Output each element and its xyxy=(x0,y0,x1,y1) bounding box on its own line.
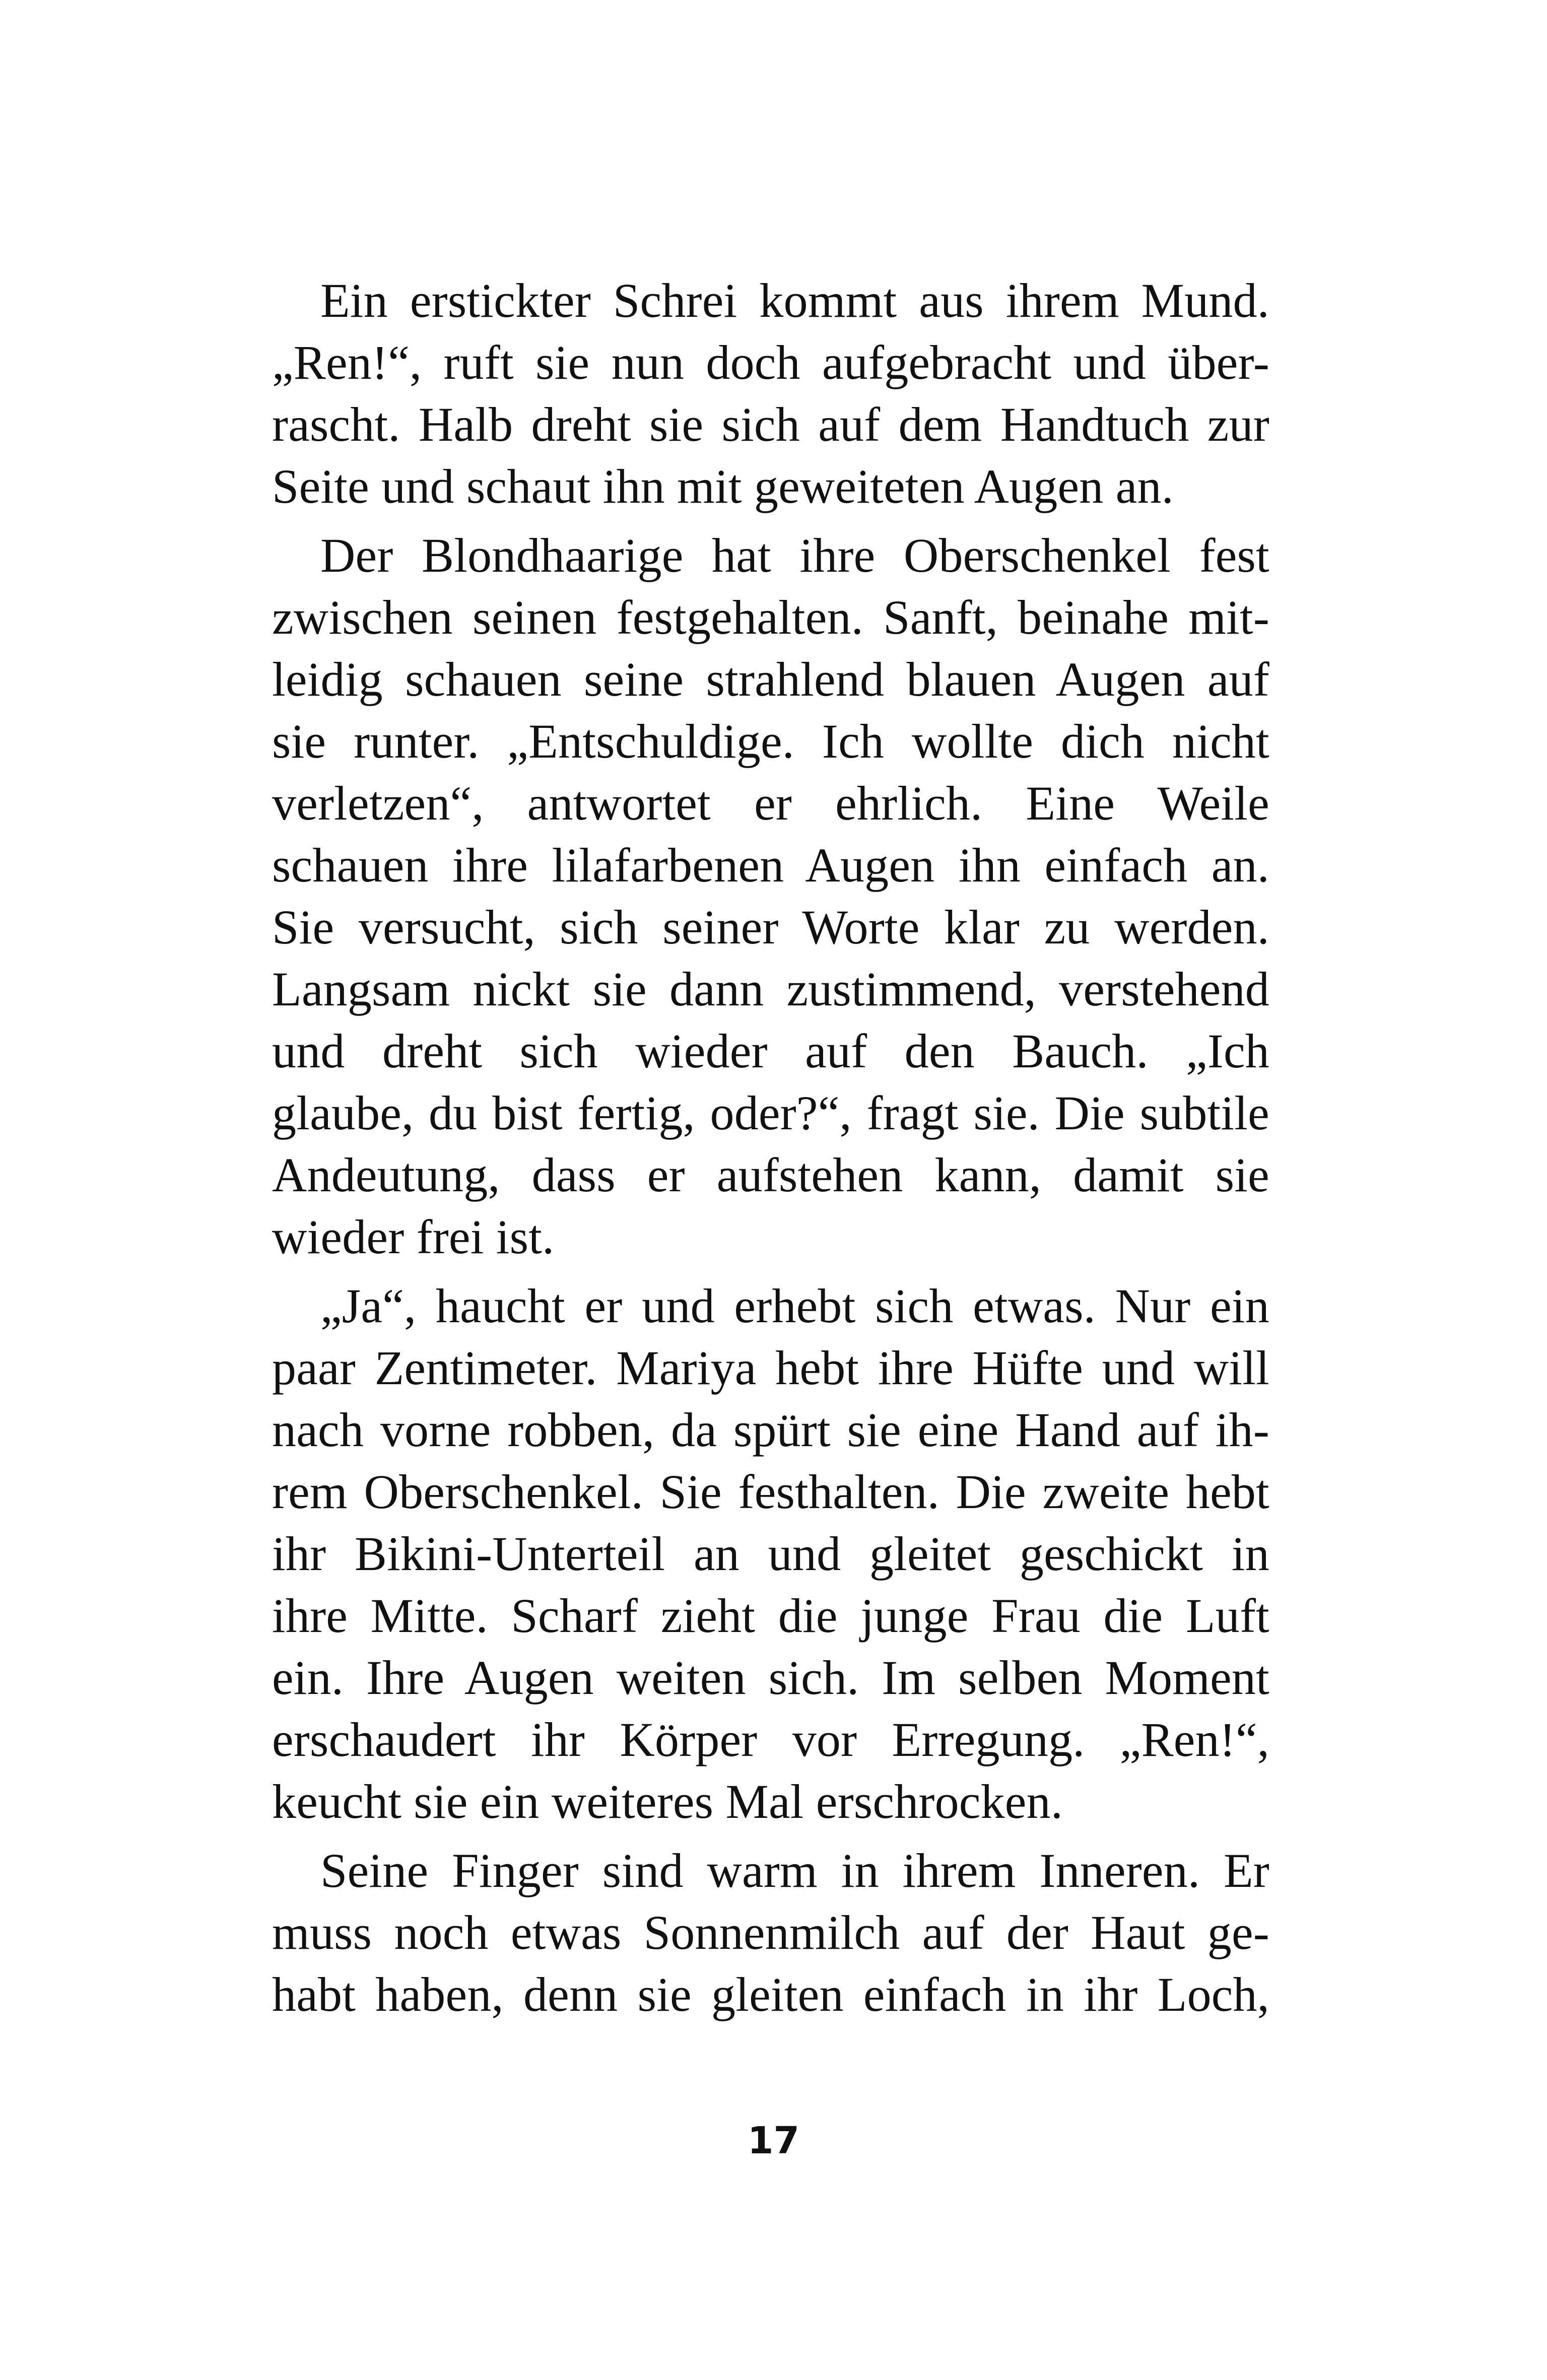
text-line: „Ren!“, ruft sie nun doch aufgebracht und über- xyxy=(272,335,1269,389)
text-line: Langsam nickt sie dann zustimmend, verstehend xyxy=(272,962,1269,1016)
text-line: rascht. Halb dreht sie sich auf dem Handtuch zur xyxy=(272,397,1269,451)
text-line: wieder frei ist. xyxy=(272,1210,555,1264)
text-line: ihre Mitte. Scharf zieht die junge Frau die Luft xyxy=(272,1589,1269,1643)
text-line: Andeutung, dass er aufstehen kann, damit sie xyxy=(272,1148,1269,1202)
text-line: verletzen“, antwortet er ehrlich. Eine Weile xyxy=(272,776,1269,830)
text-line: rem Oberschenkel. Sie festhalten. Die zweite hebt xyxy=(272,1465,1269,1519)
body-text xyxy=(272,269,1269,2025)
text-line: sie runter. „Entschuldige. Ich wollte dich nicht xyxy=(272,714,1269,768)
paragraph-gap xyxy=(272,1832,1269,1840)
text-line: glaube, du bist fertig, oder?“, fragt sie. Die subtile xyxy=(272,1086,1269,1140)
text-line: paar Zentimeter. Mariya hebt ihre Hüfte und will xyxy=(272,1341,1269,1395)
text-line: Ein erstickter Schrei kommt aus ihrem Mund. xyxy=(320,274,1269,327)
text-line: erschaudert ihr Körper vor Erregung. „Ren!“, xyxy=(272,1713,1269,1766)
text-line: zwischen seinen festgehalten. Sanft, beinahe mit- xyxy=(272,590,1269,644)
text-line: ihr Bikini-Unterteil an und gleitet geschickt in xyxy=(272,1527,1269,1581)
text-line: Seine Finger sind warm in ihrem Inneren. Er xyxy=(320,1844,1269,1897)
text-line: keucht sie ein weiteres Mal erschrocken. xyxy=(272,1775,1063,1828)
text-line: Sie versucht, sich seiner Worte klar zu werden. xyxy=(272,900,1269,954)
paragraph-gap xyxy=(272,517,1269,524)
text-line: schauen ihre lilafarbenen Augen ihn einfach an. xyxy=(272,838,1269,892)
text-line: ein. Ihre Augen weiten sich. Im selben Moment xyxy=(272,1651,1269,1705)
text-line: Seite und schaut ihn mit geweiteten Augen an. xyxy=(272,459,1174,513)
text-line: leidig schauen seine strahlend blauen Augen auf xyxy=(272,652,1269,706)
text-line: habt haben, denn sie gleiten einfach in ihr Loch, xyxy=(272,1967,1269,2021)
text-line: und dreht sich wieder auf den Bauch. „Ich xyxy=(272,1024,1269,1078)
text-line: Der Blondhaarige hat ihre Oberschenkel fest xyxy=(320,528,1269,582)
paragraph-gap xyxy=(272,1268,1269,1275)
text-line: nach vorne robben, da spürt sie eine Hand auf ih- xyxy=(272,1403,1269,1457)
page-number: 17 xyxy=(748,2119,799,2162)
text-line: muss noch etwas Sonnenmilch auf der Haut ge- xyxy=(272,1906,1269,1959)
text-line: „Ja“, haucht er und erhebt sich etwas. Nur ein xyxy=(320,1279,1269,1333)
